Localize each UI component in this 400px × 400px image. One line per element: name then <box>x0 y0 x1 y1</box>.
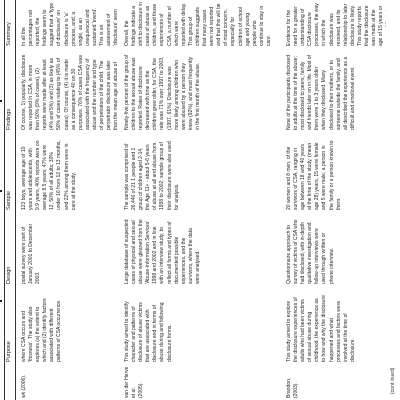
page-edge-mark <box>0 190 2 192</box>
row-0-study-line-0: wk (2006). <box>21 374 27 398</box>
row-2-study <box>286 364 326 398</box>
row-0-design: postal survey were part of January 2001 to December 2003. <box>21 223 42 284</box>
row-2-study-line-0: Brandon, <box>286 377 292 398</box>
row-1-study-line-1: (2005). <box>138 382 145 398</box>
continued-label: (cont inued) <box>390 367 396 394</box>
page-edge-mark <box>0 100 2 102</box>
row-2-purpose: This study aimed to explore the disclosure experiences of adults who had been victims of sexual abuse during childhood, the experience as to how and why the disclosure happened and what processes and factors were involved at the time of disclosure. <box>286 295 356 362</box>
row-1-purpose: This study aimed to identify character and patterns of disclosure of abuse victims that are associated with disclosure and in terms of abuse during and following disclosure forms. <box>124 301 173 362</box>
row-1-study-line-0: van der Herve et al. <box>124 366 138 398</box>
column-header-purpose: Purpose <box>6 341 12 362</box>
column-header-sample: Sample <box>6 191 12 210</box>
row-1-findings: Ninety-five percent of the group of children to the sexual abuse was reported. Rates of disclosure decreased with time as the children grew older, for CSA, the rate was 71% over 1997 to 2003, (1997, 61%). Disclosure was more likely among children who were abused by a person they knew (92%), and most frequently in the first month of the abuse. <box>124 54 201 130</box>
row-1-study <box>124 364 164 398</box>
row-0-findings: Of course, 1) popularly, disclosure was reported in CSA, in more than 50% (9% of cases), (2) reports were made after at least (4% and 5%) and (3) as likely as 50% of cases relating to (45% of cases). Of course, (4) it is made as a consequence 40 on 30 purposes. 76% of cases CSA was associated with the frequency of abuse and the number and type of perpetrators of the child. The perpetrator disclosure was later than the mean age of abuse of <box>21 54 119 130</box>
row-0-sample: 123 boys, average age of 10 years and adolescents, with 9.9 years, 40% reports were on average 8.5 years; 47% were 12, 50% of all adults; 30% under 16 from 12 to 13 months, and 22% among them were in care at the study. <box>21 140 77 210</box>
row-2-design: Questionnaire approach to survey of victims of CSA who had disclosed, with in-depth qualitative investigation and follow-up interviews were used through written or phone interview. <box>286 219 335 284</box>
row-0-summary: In all the percentages not reported, the findings seem to suggest that a 'type of disclosure' on disclosure is 'a' process, and, a single, as an unequivocal and sustained 'event'. This is an assessment of 'disclosure' seen <box>21 2 119 46</box>
row-2-study-line-1: (2003). <box>293 382 300 398</box>
row-1-summary: Overall, the findings indicate a shift to disclosure in cases of abuse as children, and those experiences of CSA, a number of which were reported with delay. This group of children suggests that many cases were not reported and that this will be of most concern, especially for children of school age and young people who continue to stay in care. <box>124 2 272 46</box>
row-0-study <box>21 368 81 398</box>
row-1-design: Large database of suspected cases of physical and sexual abuse were gleaned from the 'Abuse-Information Services' 1998 and 2002 and in line with an interview study, to reflect all forms and types of documented possible experiences, and the survivors, where the data were analysed. <box>124 219 201 284</box>
row-2-summary: Evidence for the need for a greater understanding of CSA disclosure processes, the way in which the disclosure was received, and its relationship to later disclosure is likely. This study reports that the disclosure was made at the age of 15 years or <box>286 3 385 46</box>
page-edge-mark <box>0 300 2 302</box>
row-2-findings: None of the participants disclosed to adults at the time of the abuse; most disclosed to peers, family and friends later on in life. Most of them were 1 to 3 years older when they disclosed. Many disclosed to their mothers, or to someone outside the family, and all described the experience as a difficult and emotional event. <box>286 54 356 130</box>
row-2-sample: 20 women and 8 men, of the survivors of CSA, ranging in age between 18 and 40 years at the time of the study, (mean age 28) years, 15 were female and 5 were male, a person in the family or a person known to them. <box>286 140 342 210</box>
column-header-findings: Findings <box>6 108 12 130</box>
table-top-rule <box>4 0 5 400</box>
column-header-summary: Summary <box>6 22 12 46</box>
row-0-purpose: where CSA occurs and 'thisness'. The study also explores (a) the extent to which and (2) identify factors associated with different patterns of CSA occurrence. <box>21 298 63 362</box>
row-1-sample: The sample was comprised of 26,446 of 21 1 people and 1 group of children aged 2-14, the Age 11+ - about 5-6 years of abuse at all and abuse from 1998 to 2002; sample group of their disclosure were also used for analysis. <box>124 141 180 210</box>
column-header-design: Design <box>6 266 12 284</box>
header-rule <box>15 0 16 400</box>
